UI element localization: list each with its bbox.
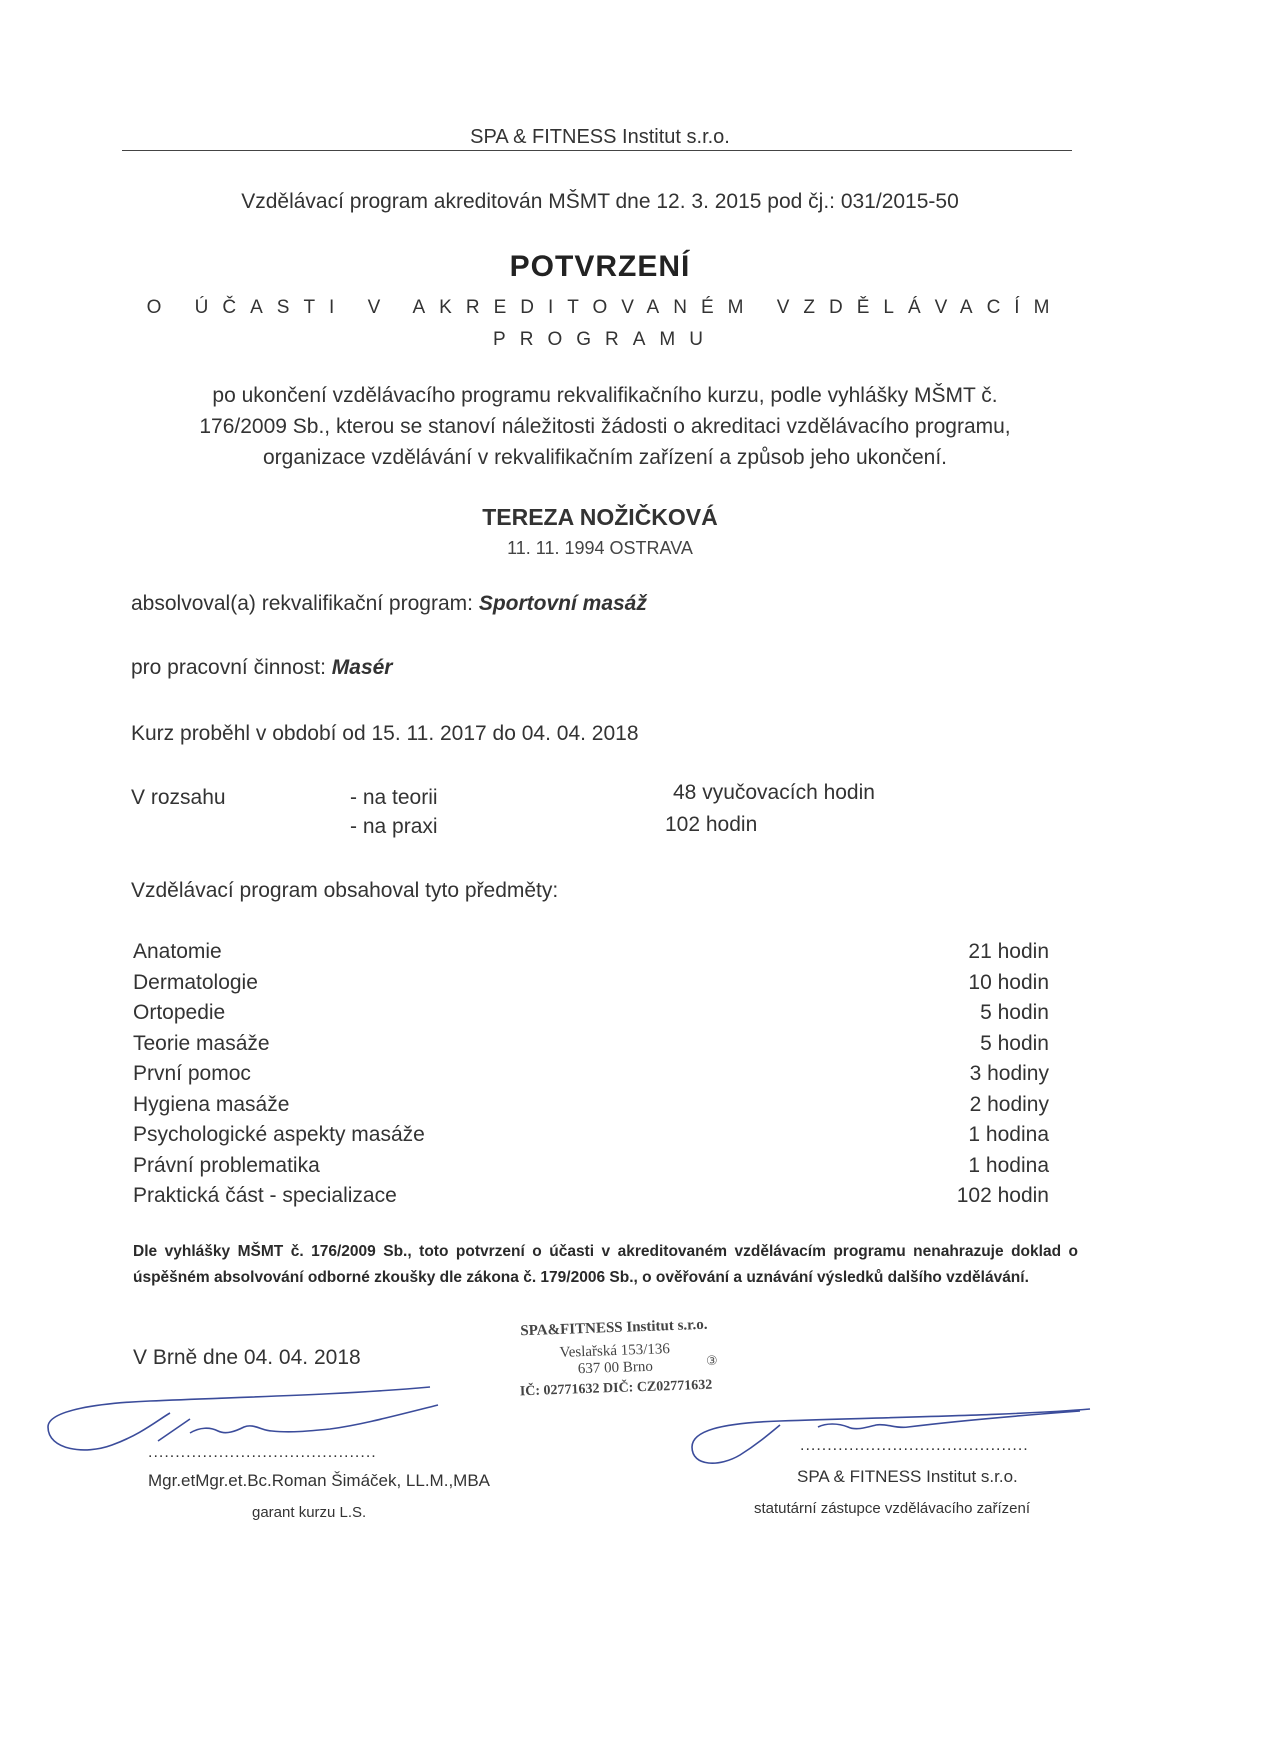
intro-line: organizace vzdělávání v rekvalifikačním zařízení a způsob jeho ukončení. xyxy=(262,446,948,469)
subject-row xyxy=(133,1029,1049,1060)
right-signature xyxy=(680,1395,1100,1475)
document-title: POTVRZENÍ xyxy=(509,250,691,283)
scope-label: V rozsahu xyxy=(131,786,226,809)
subjects-list xyxy=(133,937,1049,1212)
stamp-ids: IČ: 02771632 DIČ: CZ02771632 xyxy=(519,1377,713,1400)
subject-hours: 3 hodiny xyxy=(969,1062,1049,1085)
header-divider xyxy=(122,150,1072,151)
program-label: absolvoval(a) rekvalifikační program: xyxy=(131,592,473,615)
place-date: V Brně dne 04. 04. 2018 xyxy=(133,1346,361,1369)
subject-name: Psychologické aspekty masáže xyxy=(133,1123,425,1146)
scope-practice-value: 102 hodin xyxy=(665,813,758,836)
document-subtitle xyxy=(130,292,1080,356)
right-signer-role: statutární zástupce vzdělávacího zařízení xyxy=(754,1500,1030,1517)
institution-header: SPA & FITNESS Institut s.r.o. xyxy=(470,126,730,148)
subject-hours: 2 hodiny xyxy=(969,1092,1049,1116)
right-signature-line: .......................................... xyxy=(800,1437,1029,1454)
occupation-label: pro pracovní činnost: xyxy=(131,656,326,679)
subject-row xyxy=(133,968,1049,999)
subject-name: Ortopedie xyxy=(133,1001,226,1024)
occupation-value: Masér xyxy=(331,656,393,679)
subject-row xyxy=(133,1151,1049,1182)
stamp-number: ③ xyxy=(706,1353,718,1368)
subject-row xyxy=(133,1059,1049,1090)
subject-name: Dermatologie xyxy=(133,970,258,994)
subject-hours: 10 hodin xyxy=(968,970,1049,994)
intro-line: 176/2009 Sb., kterou se stanoví náležitosti žádosti o akreditaci vzdělávacího programu, xyxy=(199,415,1011,438)
right-signer-name: SPA & FITNESS Institut s.r.o. xyxy=(797,1467,1018,1486)
left-signer-role: garant kurzu L.S. xyxy=(252,1504,367,1521)
left-signer-name: Mgr.etMgr.et.Bc.Roman Šimáček, LL.M.,MBA xyxy=(148,1471,491,1490)
scope-practice-label: - na praxi xyxy=(350,815,438,838)
legal-note: Dle vyhlášky MŠMT č. 176/2009 Sb., toto potvrzení o účasti v akreditovaném vzdělávacím programu nenahrazuje doklad o úspěšném absolvování odborné zkoušky dle zákona č. 179/2006 Sb., o ověřování a uznávání výsledků dalšího vzdělávání. xyxy=(133,1243,1078,1286)
subjects-heading: Vzdělávací program obsahoval tyto předměty: xyxy=(131,879,559,902)
scope-theory-label: - na teorii xyxy=(350,786,438,809)
person-name: TEREZA NOŽIČKOVÁ xyxy=(482,504,718,530)
subject-hours: 1 hodina xyxy=(968,1153,1049,1177)
subject-hours: 1 hodina xyxy=(968,1123,1049,1146)
subject-row xyxy=(133,1120,1049,1151)
accreditation-line: Vzdělávací program akreditován MŠMT dne 12. 3. 2015 pod čj.: 031/2015-50 xyxy=(241,190,959,213)
subject-row xyxy=(133,1090,1049,1121)
scope-theory-value: 48 vyučovacích hodin xyxy=(673,781,875,804)
stamp-city: 637 00 Brno xyxy=(577,1358,654,1378)
occupation-line xyxy=(131,656,392,680)
stamp-street: Veslařská 153/136 xyxy=(559,1341,671,1361)
subject-name: První pomoc xyxy=(133,1062,251,1085)
subject-name: Anatomie xyxy=(133,940,222,963)
program-line xyxy=(131,592,647,616)
subtitle-line: PROGRAMU xyxy=(493,329,717,350)
period-line: Kurz proběhl v období od 15. 11. 2017 do 04. 04. 2018 xyxy=(131,722,639,745)
left-signature-line: .......................................... xyxy=(148,1444,377,1461)
subtitle-line: O ÚČASTI V AKREDITOVANÉM VZDĚLÁVACÍM xyxy=(146,297,1064,318)
subject-name: Hygiena masáže xyxy=(133,1092,290,1116)
person-birth: 11. 11. 1994 OSTRAVA xyxy=(507,538,693,558)
stamp-company: SPA&FITNESS Institut s.r.o. xyxy=(520,1316,708,1340)
company-stamp xyxy=(494,1316,737,1401)
subject-hours: 21 hodin xyxy=(968,940,1049,963)
subject-name: Právní problematika xyxy=(133,1153,320,1177)
subject-row xyxy=(133,937,1049,968)
subject-hours: 102 hodin xyxy=(956,1184,1049,1207)
subject-row xyxy=(133,1181,1049,1212)
subject-row xyxy=(133,998,1049,1029)
subject-name: Teorie masáže xyxy=(133,1031,270,1055)
program-value: Sportovní masáž xyxy=(478,592,647,615)
intro-paragraph xyxy=(130,380,1080,473)
subject-name: Praktická část - specializace xyxy=(133,1184,397,1207)
subject-hours: 5 hodin xyxy=(980,1031,1049,1055)
subject-hours: 5 hodin xyxy=(980,1001,1049,1024)
intro-line: po ukončení vzdělávacího programu rekvalifikačního kurzu, podle vyhlášky MŠMT č. xyxy=(212,384,998,407)
